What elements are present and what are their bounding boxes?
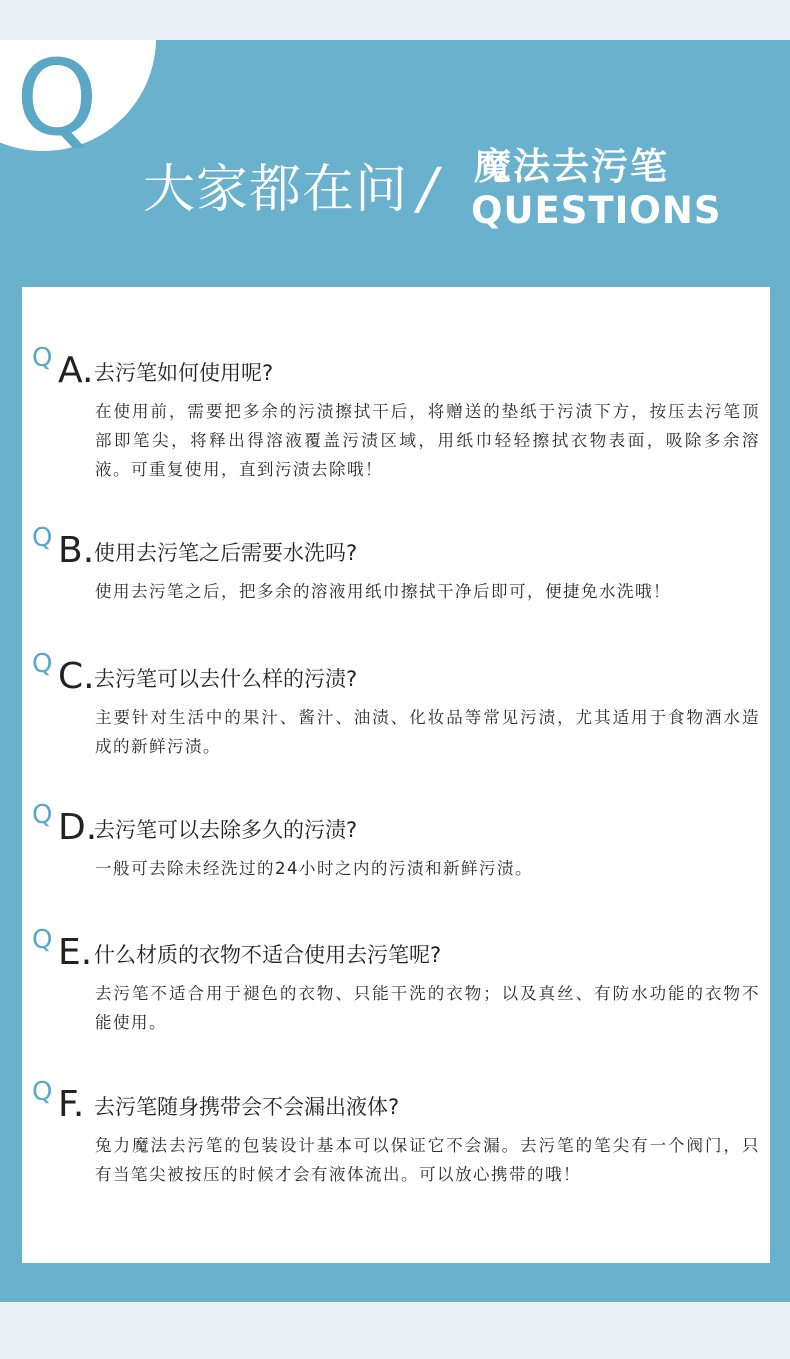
q-mark: Q: [32, 343, 53, 373]
faq-answer: 使用去污笔之后，把多余的溶液用纸巾擦拭干净后即可，便捷免水洗哦！: [95, 582, 671, 601]
faq-question: 去污笔可以去除多久的污渍?: [94, 818, 358, 842]
faq-letter: D.: [58, 807, 98, 848]
faq-answer: 在使用前，需要把多余的污渍擦拭干后，将赠送的垫纸于污渍下方，按压去污笔顶部即笔尖，将释出得溶液覆盖污渍区域，用纸巾轻轻擦拭衣物表面，吸除多余溶液。可重复使用，直到污渍去除哦！: [95, 402, 760, 479]
page-subtitle: 魔法去污笔: [474, 145, 669, 188]
q-mark: Q: [32, 523, 53, 553]
faq-question: 去污笔随身携带会不会漏出液体?: [94, 1095, 400, 1119]
q-mark: Q: [32, 1077, 53, 1107]
faq-question: 使用去污笔之后需要水洗吗?: [94, 541, 358, 565]
title-slash: /: [418, 157, 437, 222]
faq-letter: F.: [58, 1084, 85, 1125]
top-strip: [0, 0, 790, 40]
q-mark: Q: [32, 925, 53, 955]
faq-letter: B.: [58, 530, 95, 571]
faq-question: 去污笔可以去什么样的污渍?: [94, 667, 358, 691]
faq-answer: 主要针对生活中的果汁、酱汁、油渍、化妆品等常见污渍，尤其适用于食物酒水造成的新鲜污渍。: [95, 708, 760, 756]
faq-card: [22, 287, 770, 1263]
faq-letter: C.: [58, 656, 95, 697]
faq-answer: 兔力魔法去污笔的包装设计基本可以保证它不会漏。去污笔的笔尖有一个阀门，只有当笔尖被按压的时候才会有液体流出。可以放心携带的哦！: [95, 1136, 760, 1184]
q-mark: Q: [32, 800, 53, 830]
q-badge-letter: Q: [16, 40, 98, 159]
page-title: 大家都在问: [143, 160, 409, 220]
q-mark: Q: [32, 649, 53, 679]
faq-question: 去污笔如何使用呢?: [94, 361, 274, 385]
faq-letter: E.: [58, 932, 93, 973]
faq-question: 什么材质的衣物不适合使用去污笔呢?: [94, 943, 442, 967]
faq-answer: 去污笔不适合用于褪色的衣物、只能干洗的衣物；以及真丝、有防水功能的衣物不能使用。: [95, 984, 760, 1032]
page-subtitle-en: QUESTIONS: [471, 189, 722, 232]
faq-letter: A.: [58, 350, 94, 391]
faq-answer: 一般可去除未经洗过的24小时之内的污渍和新鲜污渍。: [95, 859, 533, 878]
